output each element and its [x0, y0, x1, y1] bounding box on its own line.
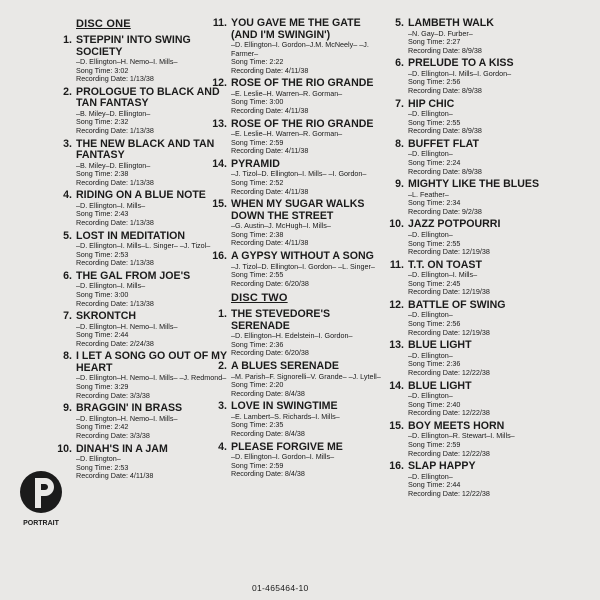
track-entry: [211, 199, 381, 248]
track-entry: [388, 139, 568, 176]
track-entry: [388, 260, 568, 297]
track-number: 2.: [218, 360, 227, 373]
track-song-time: Song Time: 2:53: [76, 462, 129, 472]
track-credits: –D. Ellington–I. Mills–L. Singer– –J. Tizol–: [76, 241, 211, 251]
track-song-time: Song Time: 2:53: [76, 249, 129, 259]
track-recording-date: Recording Date: 1/13/38: [76, 74, 154, 84]
track-recording-date: Recording Date: 6/20/38: [231, 278, 309, 288]
disc-one-tracklist-part-1: [56, 35, 234, 481]
track-credits: –D. Ellington–H. Nemo–I. Mills–: [76, 321, 178, 331]
track-song-time: Song Time: 3:00: [76, 290, 129, 299]
track-title: YOU GAVE ME THE GATE (AND I'M SWINGIN'): [231, 17, 361, 41]
track-credits: –L. Feather–: [408, 189, 449, 199]
track-recording-date: Recording Date: 12/19/38: [408, 247, 490, 257]
track-number: 6.: [63, 269, 72, 282]
track-song-time: Song Time: 2:44: [408, 480, 461, 490]
track-recording-date: Recording Date: 8/4/38: [231, 388, 305, 398]
track-song-time: Song Time: 3:02: [76, 65, 129, 75]
track-number: 15.: [212, 198, 227, 211]
track-title: DINAH'S IN A JAM: [76, 442, 168, 455]
track-song-time: Song Time: 2:59: [408, 439, 461, 449]
track-recording-date: Recording Date: 1/13/38: [76, 177, 154, 187]
track-entry: [388, 58, 568, 95]
track-credits: –E. Lambert–S. Richards–I. Mills–: [231, 411, 340, 421]
track-credits: –D. Ellington–: [408, 109, 453, 119]
track-recording-date: Recording Date: 9/2/38: [408, 206, 482, 216]
track-title: MIGHTY LIKE THE BLUES: [408, 178, 540, 191]
track-title: BATTLE OF SWING: [408, 298, 506, 311]
track-entry: [388, 461, 568, 498]
track-number: 7.: [395, 97, 404, 110]
track-title: ROSE OF THE RIO GRANDE: [231, 77, 374, 90]
track-number: 14.: [212, 157, 227, 170]
track-song-time: Song Time: 2:36: [231, 339, 284, 349]
track-number: 15.: [389, 419, 404, 432]
track-song-time: Song Time: 2:27: [408, 37, 461, 47]
column-1: [56, 18, 234, 484]
track-song-time: Song Time: 2:35: [231, 420, 284, 430]
track-title: THE GAL FROM JOE'S: [76, 269, 191, 282]
disc-one-heading: DISC ONE: [76, 18, 131, 30]
track-number: 6.: [395, 57, 404, 70]
track-credits: –D. Ellington–H. Nemo–I. Mills– –J. Redmond–: [76, 373, 227, 383]
track-title: SLAP HAPPY: [408, 460, 476, 473]
logo-text: PORTRAIT: [23, 520, 59, 527]
track-song-time: Song Time: 3:00: [231, 97, 284, 107]
track-credits: –D. Ellington–I. Gordon–J.M. McNeely– –J. Farmer–: [231, 40, 369, 58]
track-title: BLUE LIGHT: [408, 339, 472, 352]
track-credits: –D. Ellington–I. Mills–: [408, 270, 478, 280]
track-credits: –D. Ellington–I. Mills–: [76, 200, 146, 210]
track-song-time: Song Time: 2:38: [231, 229, 284, 239]
track-number: 8.: [63, 350, 72, 363]
track-entry: [211, 18, 381, 75]
track-title: BRAGGIN' IN BRASS: [76, 402, 183, 415]
track-song-time: Song Time: 2:55: [231, 270, 284, 280]
track-recording-date: Recording Date: 4/11/38: [231, 238, 309, 248]
track-song-time: Song Time: 2:36: [408, 359, 461, 369]
disc-two-tracklist-part-1: [211, 309, 381, 479]
track-song-time: Song Time: 2:42: [76, 422, 129, 432]
disc-one-tracklist-part-2: [211, 18, 381, 288]
track-song-time: Song Time: 2:22: [231, 57, 284, 67]
track-title: BLUE LIGHT: [408, 379, 472, 392]
track-song-time: Song Time: 2:59: [231, 460, 284, 470]
track-title: HIP CHIC: [408, 97, 455, 110]
track-recording-date: Recording Date: 2/24/38: [76, 338, 154, 348]
track-credits: –D. Ellington–R. Stewart–I. Mills–: [408, 431, 515, 441]
track-title: A GYPSY WITHOUT A SONG: [231, 250, 374, 262]
track-title: PLEASE FORGIVE ME: [231, 440, 343, 453]
column-2: [211, 18, 381, 482]
track-title: A BLUES SERENADE: [231, 360, 339, 373]
track-number: 4.: [218, 440, 227, 453]
track-song-time: Song Time: 2:56: [408, 77, 461, 87]
track-number: 2.: [63, 85, 72, 98]
track-recording-date: Recording Date: 3/3/38: [76, 390, 150, 400]
track-recording-date: Recording Date: 1/13/38: [76, 258, 154, 268]
track-recording-date: Recording Date: 4/11/38: [231, 106, 309, 116]
track-entry: [388, 179, 568, 216]
track-recording-date: Recording Date: 8/9/38: [408, 85, 482, 95]
track-number: 8.: [395, 137, 404, 150]
track-entry: [211, 309, 381, 358]
track-song-time: Song Time: 2:59: [231, 137, 284, 147]
track-number: 10.: [389, 218, 404, 231]
track-entry: [211, 361, 381, 398]
track-credits: –D. Ellington–: [408, 391, 453, 401]
track-entry: [56, 87, 234, 136]
track-recording-date: Recording Date: 1/13/38: [76, 298, 154, 308]
track-song-time: Song Time: 2:34: [408, 198, 461, 208]
track-credits: –N. Gay–D. Furber–: [408, 28, 473, 38]
track-credits: –J. Tizol–D. Ellington–I. Mills– –I. Gordon–: [231, 169, 367, 179]
track-entry: [56, 139, 234, 188]
track-song-time: Song Time: 3:29: [76, 382, 129, 392]
column-3: [388, 18, 568, 501]
track-credits: –B. Miley–D. Ellington–: [76, 160, 151, 170]
track-entry: [56, 35, 234, 84]
track-number: 12.: [389, 298, 404, 311]
track-credits: –D. Ellington–: [408, 471, 453, 481]
track-entry: [211, 119, 381, 156]
track-number: 13.: [212, 117, 227, 130]
track-title: THE NEW BLACK AND TAN FANTASY: [76, 137, 215, 162]
track-credits: –B. Miley–D. Ellington–: [76, 108, 151, 118]
track-title: T.T. ON TOAST: [408, 258, 482, 271]
track-credits: –D. Ellington–H. Edelstein–I. Gordon–: [231, 331, 353, 341]
track-recording-date: Recording Date: 4/11/38: [76, 471, 154, 481]
track-credits: –D. Ellington–H. Nemo–I. Mills–: [76, 57, 178, 66]
track-recording-date: Recording Date: 8/9/38: [408, 126, 482, 136]
track-number: 12.: [212, 77, 227, 90]
track-entry: [56, 231, 234, 268]
track-recording-date: Recording Date: 12/19/38: [408, 287, 490, 297]
track-song-time: Song Time: 2:55: [408, 117, 461, 127]
track-song-time: Song Time: 2:24: [408, 157, 461, 167]
track-title: PYRAMID: [231, 157, 280, 170]
track-entry: [211, 442, 381, 479]
track-recording-date: Recording Date: 4/11/38: [231, 146, 309, 156]
track-title: PRELUDE TO A KISS: [408, 57, 514, 70]
track-entry: [56, 400, 234, 440]
track-credits: –D. Ellington–: [76, 454, 121, 464]
track-number: 16.: [212, 250, 227, 262]
track-entry: [56, 440, 234, 481]
track-entry: [211, 78, 381, 115]
track-entry: [56, 308, 234, 348]
track-credits: –J. Tizol–D. Ellington–I. Gordon– –L. Singer–: [231, 261, 375, 271]
track-recording-date: Recording Date: 12/22/38: [408, 408, 490, 418]
track-entry: [211, 159, 381, 196]
track-title: BOY MEETS HORN: [408, 419, 505, 432]
track-entry: [56, 351, 234, 400]
track-credits: –D. Ellington–I. Mills–I. Gordon–: [408, 68, 512, 78]
track-recording-date: Recording Date: 12/22/38: [408, 448, 490, 458]
track-entry: [56, 190, 234, 227]
track-credits: –D. Ellington–I. Gordon–I. Mills–: [231, 452, 335, 462]
track-title: STEPPIN' INTO SWING SOCIETY: [76, 34, 191, 58]
track-number: 9.: [63, 402, 72, 415]
track-credits: –E. Leslie–H. Warren–R. Gorman–: [231, 88, 343, 98]
catalog-number: 01-465464-10: [252, 583, 309, 593]
track-entry: [388, 300, 568, 337]
track-recording-date: Recording Date: 8/9/38: [408, 45, 482, 55]
track-title: WHEN MY SUGAR WALKS DOWN THE STREET: [231, 198, 365, 222]
track-number: 1.: [218, 308, 227, 321]
track-number: 5.: [63, 229, 72, 242]
track-number: 11.: [212, 17, 227, 29]
track-song-time: Song Time: 2:45: [408, 278, 461, 288]
track-credits: –M. Parish–F. Signorelli–V. Grande– –J. Lytell–: [231, 371, 381, 381]
track-recording-date: Recording Date: 8/4/38: [231, 429, 305, 439]
track-song-time: Song Time: 2:55: [408, 238, 461, 248]
track-recording-date: Recording Date: 8/9/38: [408, 166, 482, 176]
track-credits: –D. Ellington–: [408, 310, 453, 320]
track-recording-date: Recording Date: 12/22/38: [408, 488, 490, 498]
track-recording-date: Recording Date: 1/13/38: [76, 125, 154, 135]
track-song-time: Song Time: 2:38: [76, 169, 129, 179]
track-recording-date: Recording Date: 12/19/38: [408, 327, 490, 337]
track-entry: [388, 381, 568, 418]
track-title: LOVE IN SWINGTIME: [231, 400, 338, 413]
track-song-time: Song Time: 2:56: [408, 319, 461, 329]
track-title: THE STEVEDORE'S SERENADE: [231, 308, 331, 332]
track-entry: [388, 18, 568, 55]
track-entry: [56, 271, 234, 308]
track-number: 16.: [389, 460, 404, 473]
track-entry: [388, 340, 568, 377]
disc-two-heading: DISC TWO: [231, 292, 288, 305]
track-title: ROSE OF THE RIO GRANDE: [231, 117, 374, 130]
track-number: 13.: [389, 339, 404, 352]
track-number: 4.: [63, 189, 72, 202]
track-song-time: Song Time: 2:52: [231, 178, 284, 188]
track-number: 5.: [395, 17, 404, 29]
track-song-time: Song Time: 2:20: [231, 380, 284, 390]
track-credits: –G. Austin–J. McHugh–I. Mills–: [231, 221, 331, 231]
track-recording-date: Recording Date: 1/13/38: [76, 218, 154, 228]
track-number: 10.: [57, 442, 72, 455]
track-credits: –D. Ellington–: [408, 229, 453, 239]
track-number: 9.: [395, 178, 404, 191]
track-number: 11.: [389, 258, 404, 271]
track-title: BUFFET FLAT: [408, 137, 480, 150]
track-song-time: Song Time: 2:43: [76, 209, 129, 219]
track-recording-date: Recording Date: 3/3/38: [76, 430, 150, 440]
track-recording-date: Recording Date: 8/4/38: [231, 469, 305, 479]
portrait-p-logo-icon: [18, 468, 64, 528]
track-number: 3.: [218, 400, 227, 413]
track-title: LAMBETH WALK: [408, 17, 494, 29]
track-title: SKRONTCH: [76, 310, 137, 323]
track-entry: [388, 421, 568, 458]
track-recording-date: Recording Date: 12/22/38: [408, 367, 490, 377]
track-title: LOST IN MEDITATION: [76, 229, 186, 242]
track-number: 3.: [63, 137, 72, 150]
track-song-time: Song Time: 2:44: [76, 330, 129, 340]
track-entry: [388, 99, 568, 136]
track-song-time: Song Time: 2:32: [76, 117, 129, 127]
track-credits: –D. Ellington–I. Mills–: [76, 281, 146, 291]
track-entry: [388, 219, 568, 256]
track-number: 1.: [63, 34, 72, 46]
track-entry: [211, 251, 381, 288]
track-credits: –D. Ellington–: [408, 350, 453, 360]
track-title: RIDING ON A BLUE NOTE: [76, 189, 206, 202]
track-recording-date: Recording Date: 6/20/38: [231, 348, 309, 358]
track-number: 14.: [389, 379, 404, 392]
track-credits: –D. Ellington–: [408, 149, 453, 159]
track-number: 7.: [63, 310, 72, 323]
track-entry: [211, 401, 381, 438]
track-credits: –D. Ellington–H. Nemo–I. Mills–: [76, 413, 178, 423]
track-title: I LET A SONG GO OUT OF MY HEART: [76, 350, 227, 374]
track-title: JAZZ POTPOURRI: [408, 218, 501, 231]
track-title: PROLOGUE TO BLACK AND TAN FANTASY: [76, 85, 220, 110]
track-song-time: Song Time: 2:40: [408, 399, 461, 409]
track-recording-date: Recording Date: 4/11/38: [231, 65, 309, 75]
track-recording-date: Recording Date: 4/11/38: [231, 186, 309, 196]
disc-two-tracklist-part-2: [388, 18, 568, 498]
track-credits: –E. Leslie–H. Warren–R. Gorman–: [231, 129, 343, 139]
